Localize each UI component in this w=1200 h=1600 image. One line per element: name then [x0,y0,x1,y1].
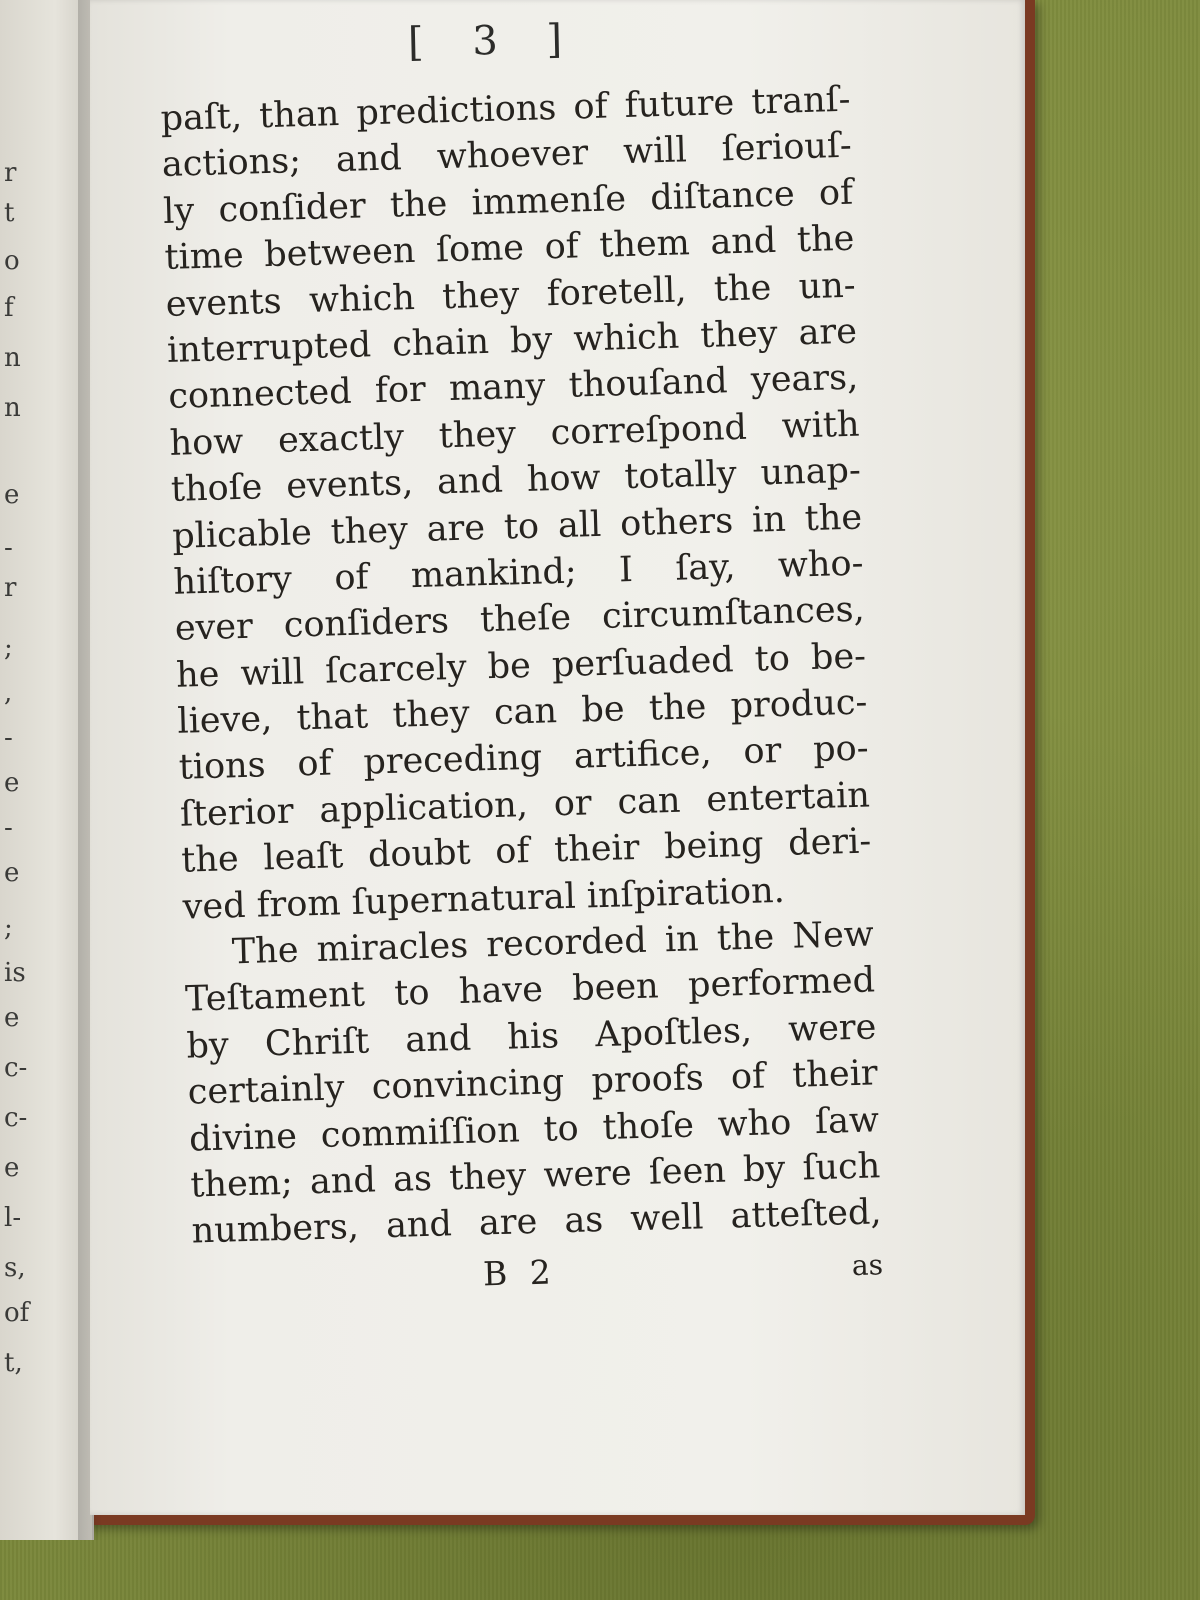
left-margin-char: e [4,858,20,888]
left-margin-char: of [4,1298,30,1328]
text-line: lieve, that they can be the produc- [176,682,868,742]
left-margin-char: s, [4,1253,26,1283]
left-margin-char: e [4,768,20,798]
text-line: events which they foretell, the un- [165,265,857,325]
text-line: by Chriſt and his Apoſtles, were [185,1007,877,1067]
left-margin-char: c- [4,1103,28,1133]
page-text-block [160,77,884,1306]
left-margin-char: - [4,813,13,843]
left-margin-char: ; [4,633,13,663]
text-line: hiſtory of mankind; I ſay, who- [173,543,864,603]
text-line: how exactly they correſpond with [169,404,860,464]
page-header: [ 3 ] [407,16,581,66]
text-line: numbers, and are as well atteſted, [191,1192,883,1252]
text-line: thoſe events, and how totally unap- [170,450,862,510]
text-line: the leaſt doubt of their being deri- [180,821,872,881]
text-line: connected for many thouſand years, [167,357,859,418]
left-margin-char: r [4,158,17,188]
left-margin-char: c- [4,1053,28,1083]
left-margin-char: e [4,1153,20,1183]
left-margin-char: ; [4,913,13,943]
text-line: interrupted chain by which they are [166,311,858,371]
left-margin-char: e [4,480,20,510]
left-margin-char: - [4,533,13,563]
text-line: Teſtament to have been performed [184,960,876,1021]
text-line: ved from ſupernatural inſpiration. [182,870,786,928]
left-margin-char: f [4,293,14,323]
left-margin-char: o [4,246,20,276]
text-line: ſterior application, or can entertain [179,775,871,835]
left-margin-char: e [4,1003,20,1033]
left-margin-char: - [4,723,13,753]
text-lines [160,77,882,1256]
left-margin-char: r [4,573,17,603]
text-line: ever conſiders theſe circumſtances, [174,589,866,650]
text-line: them; and as they were ſeen by ſuch [189,1146,881,1206]
left-margin-char: t [4,198,15,228]
text-line: paſt, than predictions of future tranſ- [160,79,851,139]
left-margin-char: n [4,343,21,373]
text-line: time between ſome of them and the [163,218,855,279]
text-line: plicable they are to all others in the [171,497,863,557]
left-margin-char: is [4,958,26,988]
text-line: he will ſcarcely be perſuaded to be- [175,636,867,696]
text-line: actions; and whoever will ſeriouſ- [161,126,853,186]
text-line: tions of preceding artifice, or po- [178,728,870,789]
left-margin-char: n [4,393,21,423]
text-line: ly conſider the immenſe diſtance of [162,172,854,232]
catchword: as [851,1248,884,1282]
left-margin-char: l- [4,1203,22,1233]
left-margin-char: , [4,678,13,708]
text-line: certainly convincing proofs of their [187,1053,879,1113]
text-line: The miracles recorded in the New [231,914,875,973]
text-line: divine commiſſion to thoſe who ſaw [188,1099,880,1160]
signature-mark: B 2 [482,1252,558,1294]
left-margin-char: t, [4,1348,23,1378]
right-page [90,0,1025,1515]
